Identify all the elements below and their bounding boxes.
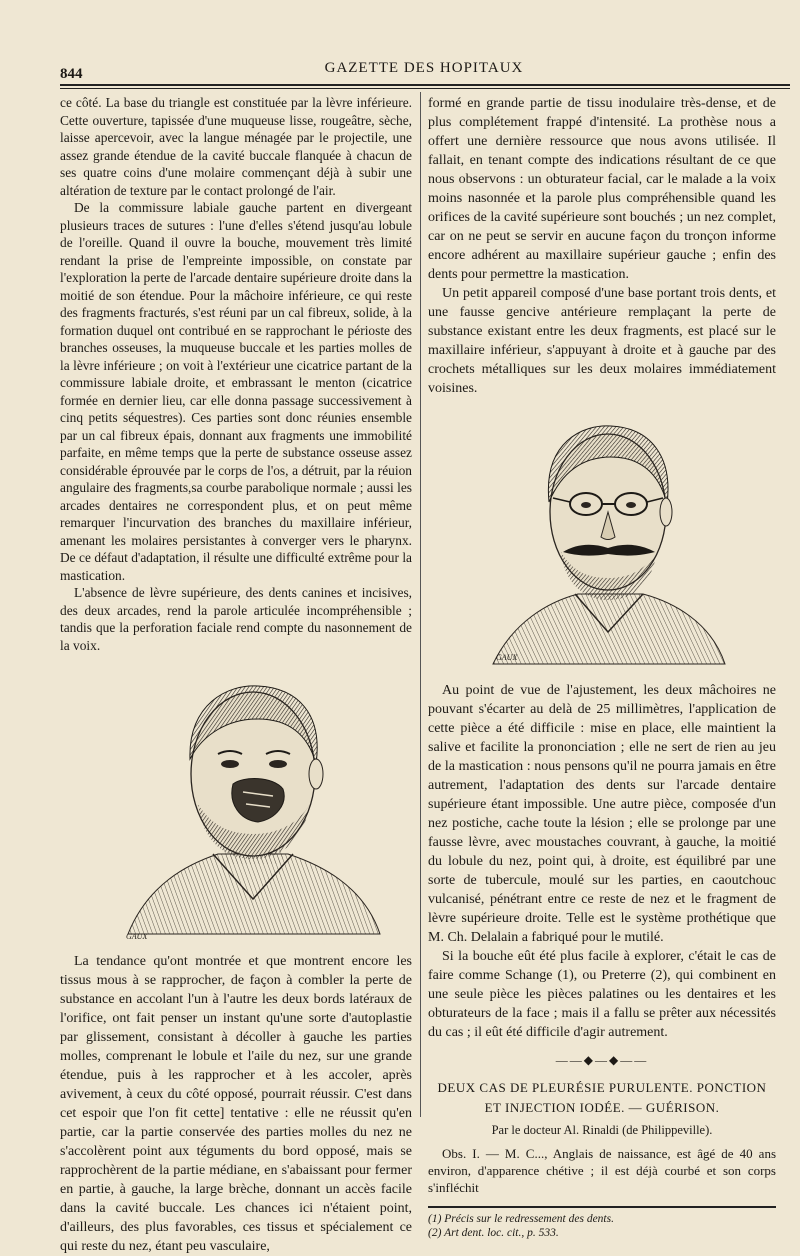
portrait-engraving-with-prosthesis <box>483 412 733 667</box>
paragraph: La tendance qu'ont montrée et que montrent encore les tissus mous à se rapprocher, de façon à combler la perte de substance en accolant l'un à l'autre les deux bords latéraux de l'orifice, ont fait penser un instant qu'une sorte d'autoplastie par glissement, consistant à décoller à gauche les parties molles, comprenant le lobule et l'aile du nez, sur une grande étendue, puis à les rapprocher et à les accoler, après avivement, à ceux du côté opposé, pourrait réussir. C'est dans cet espoir que l'on fit cette] tentative : elle ne réussit qu'en partie, car la partie conservée des parties molles du nez ne s'accolèrent point aux téguments du bord opposé, mais se rapprochèrent de la partie médiane, en s'abaissant pour fermer en partie, à gauche, la large brèche, donnant un accès facile dans la cavité buccale. Les chances ici n'étaient point, d'ailleurs, des plus favorables, ces tissus et spécialement ce qui reste du nez, étant peu vasculaire, <box>60 954 412 1254</box>
left-column <box>60 94 412 1256</box>
portrait-engraving-mutilated-face <box>118 664 388 944</box>
paragraph: Au point de vue de l'ajustement, les deux mâchoires ne pouvant s'écarter au delà de 25 millimètres, l'application de cette pièce a été difficile : mise en place, elle maintient la salive et facilite la prononciation ; elle ne sert de rien au jeu de la mastication : nous pensons qu'il ne pourra jamais en être autrement, l'adaptation des dents sur l'arcade dentaire supérieure étant impossible. Une autre pièce, composée d'un nez postiche, cache toute la lésion ; elle se prolonge par une fausse lèvre, avec moustaches couvrant, à gauche, la moitié du lobule du nez, point qui, à droite, est équilibré par une sorte de tubercule, moulé sur les parties, en caoutchouc vulcanisé, pénétrant entre ce reste de nez et le fragment de lèvre supérieure droite. Telle est le système prothétique que M. Ch. Delalain a fabriqué pour le mutilé. <box>428 683 776 945</box>
page-header <box>60 56 788 84</box>
paragraph: L'absence de lèvre supérieure, des dents canines et incisives, des deux arcades, rend la parole articulée incompréhensible ; tandis que la perforation faciale rend compte du nasonnement de la voix. <box>60 585 412 653</box>
paragraph: Si la bouche eût été plus facile à explorer, c'était le cas de faire comme Schange (1), ou Preterre (2), qui combinent en une seule pièce les pièces palatines ou les dentaires et les obturateurs de la face ; mais il a fallu se prêter aux nécessités du cas ; il eût été difficile d'agir autrement. <box>428 949 776 1040</box>
header-rule <box>60 84 790 89</box>
engraver-signature: GAUX <box>126 932 148 941</box>
section-ornament: ——◆—◆—— <box>555 1053 649 1067</box>
journal-title: GAZETTE DES HOPITAUX <box>324 60 524 76</box>
page-number: 844 <box>60 66 83 82</box>
paragraph: formé en grande partie de tissu inodulaire très-dense, et de plus complétement frappé d'intensité. La prothèse nous a offert une dernière ressource que nous avons utilisée. Il fallait, en tenant compte des indications résultant de ce que nous observons : un obturateur facial, car le malade a la voix moins nasonnée et la parole plus compréhensible quand les orifices de la cavité supérieure sont bouchés ; un nez complet, car on ne peut se servir en aucune façon du tronçon informe encore adhérent au maxillaire supérieur gauche ; enfin des dents pour permettre la mastication. <box>428 96 776 282</box>
paragraph: De la commissure labiale gauche partent en divergeant plusieurs traces de sutures : l'une d'elles s'étend jusqu'au lobule de l'oreille. Quand il ouvre la bouche, mouvement très limité rendant la prise de l'empreinte impossible, on constate par l'exploration la perte de l'arcade dentaire supérieure droite dans la moitié de son étendue. Pour la mâchoire inférieure, ce qui reste des fragments fracturés, s'est réuni par un cal fibreux, solide, à la formation duquel ont contribué en se rapprochant le périoste des branches osseuses, la muqueuse buccale et les parties molles de la lèvre inférieure ; on voit à l'extérieur une cicatrice partant de la commissure labiale droite, et embrassant le menton (cicatrice formée en dernier lieu, car elle donna passage successivement à cinq petits séquestres). Ces parties sont donc réunies ensemble par un cal fibreux épais, donnant aux fragments une immobilité parfaite, en même temps que la perte de substance osseuse assez considérable éprouvée par le corps de l'os, a détruit, par la réuion angulaire des fragments,sa courbe parabolique normale ; aussi les arcades dentaires ne correspondent plus, et on peut même remarquer l'incurvation des branches du maxillaire inférieur, amenant les molaires persistantes à converger vers le pharynx. De ce défaut d'adaptation, il résulte une difficulté extrême pour la mastication. <box>60 200 412 583</box>
right-column <box>428 94 776 1240</box>
footnote: (2) Art dent. loc. cit., p. 533. <box>428 1227 559 1239</box>
footnotes <box>428 1206 776 1240</box>
footnote: (1) Précis sur le redressement des dents. <box>428 1213 614 1225</box>
column-divider <box>420 92 421 1117</box>
paragraph: ce côté. La base du triangle est constituée par la lèvre inférieure. Cette ouverture, tapissée d'une muqueuse lisse, rougeâtre, sèche, laisse apercevoir, avec la langue ménagée par le projectile, une assez grande étendue de la cavité buccale flanquée à chacun de ses quatre coins d'une molaire commençant déjà à subir une altération de texture par le contact prolongé de l'air. <box>60 95 412 198</box>
paragraph: Un petit appareil composé d'une base portant trois dents, et une fausse gencive antérieure remplaçant la perte de substance existant entre les deux fragments, est placé sur le maxillaire inférieur, s'appuyant à droite et à gauche par des crochets métalliques sur les deux molaires immédiatement voisines. <box>428 286 776 396</box>
section-title <box>428 1078 776 1118</box>
engraver-signature: GAUX <box>496 653 518 662</box>
section-title-line: ET INJECTION IODÉE. — GUÉRISON. <box>484 1099 720 1115</box>
observation-text: Obs. I. — M. C..., Anglais de naissance, est âgé de 40 ans environ, d'apparence chétive ; il est déjà courbé et son corps s'infléchit <box>428 1146 776 1195</box>
byline: Par le docteur Al. Rinaldi (de Philippeville). <box>491 1122 713 1137</box>
section-title-line: DEUX CAS DE PLEURÉSIE PURULENTE. PONCTION <box>437 1079 767 1095</box>
